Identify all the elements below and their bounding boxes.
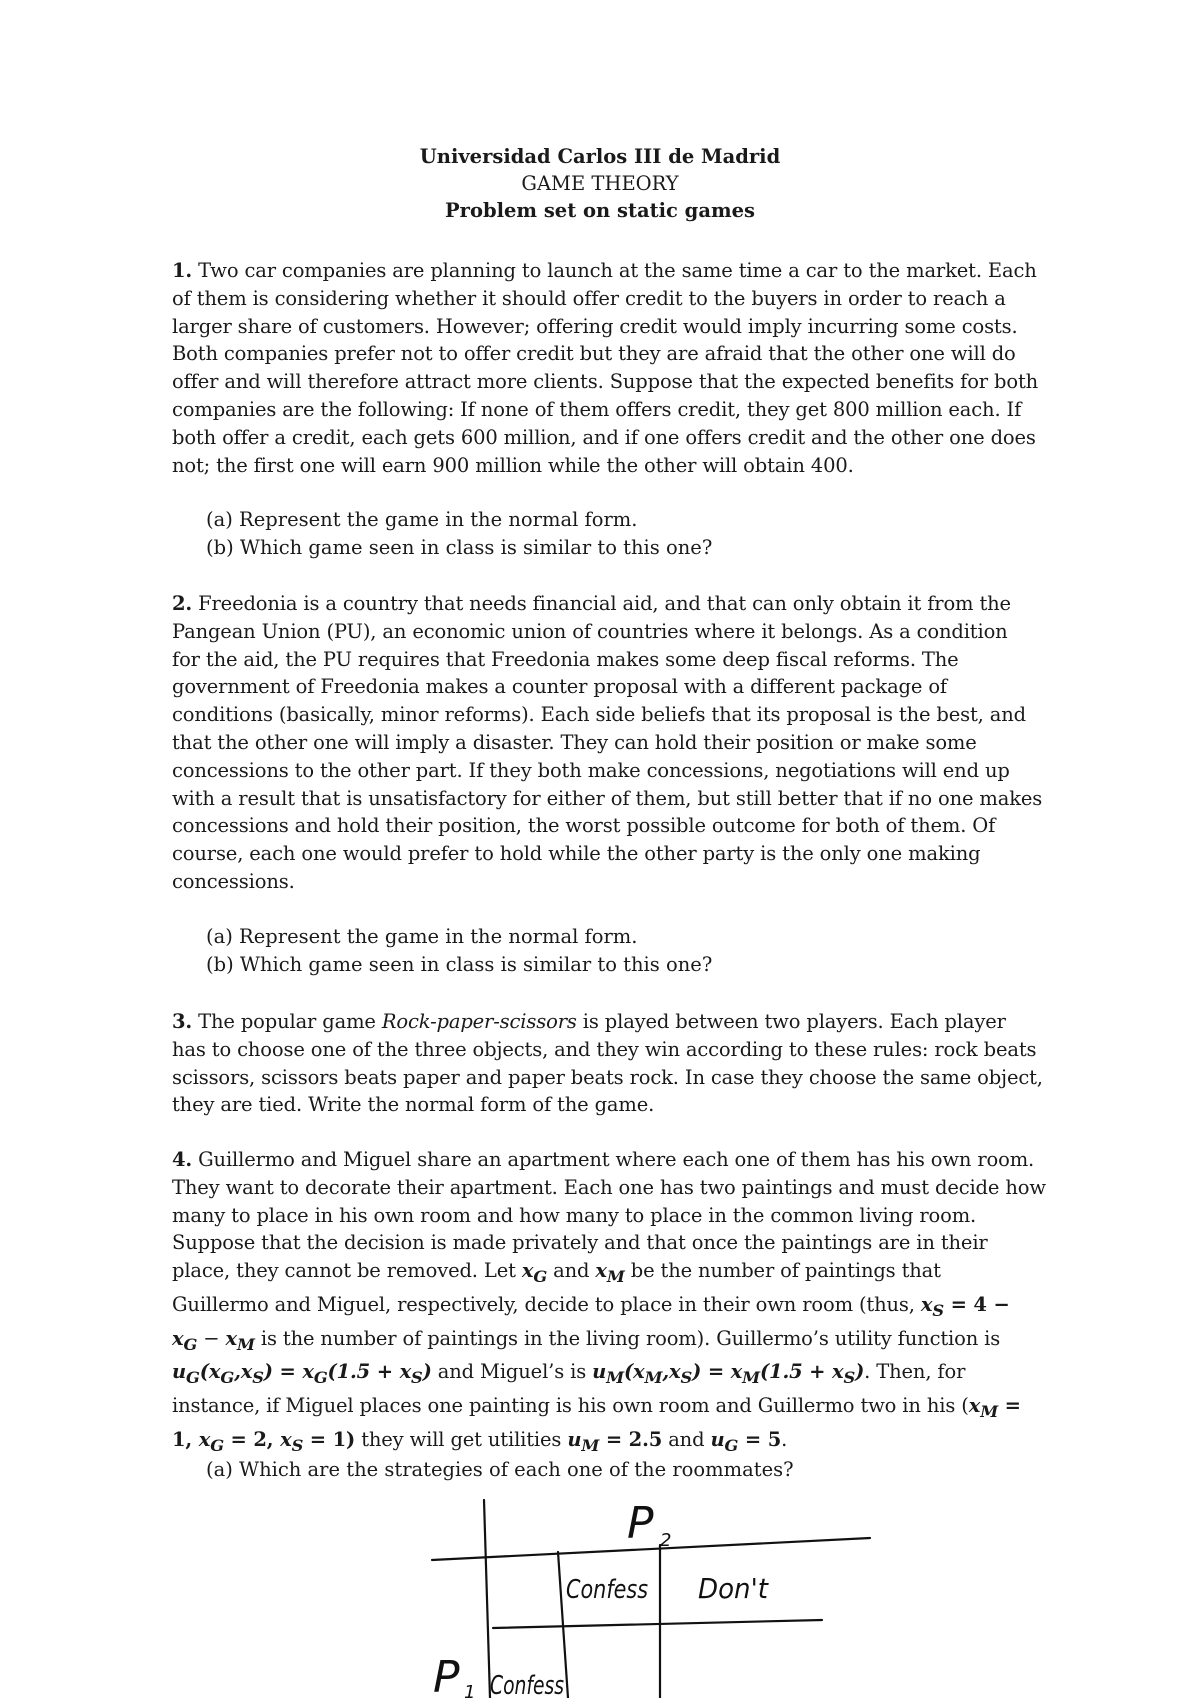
problem-4-line: 4. Guillermo and Miguel share an apartment where each one of them has his own room. (172, 1148, 1035, 1171)
sketch-horizontal-line-row (493, 1620, 822, 1628)
problem-2-line: Pangean Union (PU), an economic union of countries where it belongs. As a condition (172, 619, 1008, 643)
problem-2-line: government of Freedonia makes a counter proposal with a different package of (172, 675, 947, 699)
problem-1-line: larger share of customers. However; offering credit would imply incurring some costs. (172, 314, 1018, 338)
sketch-column-dont: Don't (698, 1572, 769, 1605)
problem-1-line: not; the first one will earn 900 million while the other will obtain 400. (172, 453, 854, 477)
sketch-row-confess: Confess (490, 1671, 564, 1698)
problem-4-line: place, they cannot be removed. Let $x_G$ and $x_M$ be the number of paintings that (172, 1259, 941, 1287)
problem-2-line: course, each one would prefer to hold while the other party is the only one making (172, 842, 981, 866)
problem-3-line: 3. The popular game Rock-paper-scissors is played between two players. Each player (172, 1010, 1006, 1033)
problem-1-question-b: (b) Which game seen in class is similar to this one? (206, 536, 713, 559)
problem-1-number: 1. (172, 259, 193, 282)
problem-1-line: offer and will therefore attract more clients. Suppose that the expected benefits for both (172, 370, 1039, 394)
problem-2-number: 2. (172, 592, 193, 615)
problem-3-line: they are tied. Write the normal form of the game. (172, 1093, 655, 1117)
problem-2-question-b: (b) Which game seen in class is similar to this one? (206, 953, 713, 976)
sketch-column-confess: Confess (566, 1575, 648, 1605)
course-title: GAME THEORY (521, 172, 679, 195)
problem-3-number: 3. (172, 1010, 193, 1033)
problem-1-question-a: (a) Represent the game in the normal form. (206, 508, 638, 531)
problem-3-line: scissors, scissors beats paper and paper beats rock. In case they choose the same object, (172, 1065, 1043, 1089)
university-name: Universidad Carlos III de Madrid (419, 145, 781, 168)
problem-1-line: Both companies prefer not to offer credit but they are afraid that the other one will do (172, 342, 1016, 366)
problem-4-line: $x_G - x_M$ is the number of paintings in the living room). Guillermo’s utility function is (172, 1326, 1001, 1354)
problem-4-utility-line: $u_G(x_G,x_S) = x_G(1.5 + x_S)$ and Miguel’s is $u_M(x_M,x_S) = x_M(1.5 + x_S)$. Then, for (172, 1360, 966, 1388)
sketch-player1-subscript: 1 (464, 1682, 476, 1698)
problem-2-line: 2. Freedonia is a country that needs financial aid, and that can only obtain it from the (172, 592, 1011, 615)
problem-2-line: for the aid, the PU requires that Freedonia makes some deep fiscal reforms. The (172, 647, 959, 671)
problem-1-line: 1. Two car companies are planning to launch at the same time a car to the market. Each (172, 259, 1037, 282)
problem-4-question-a: (a) Which are the strategies of each one of the roommates? (206, 1458, 794, 1481)
sketch-player2-label: P (627, 1498, 654, 1549)
problem-3-line: has to choose one of the three objects, and they win according to these rules: rock beats (172, 1037, 1037, 1061)
problem-4-line: Guillermo and Miguel, respectively, decide to place in their own room (thus, $x_S = 4$ − (172, 1292, 1010, 1320)
problem-2-line: that the other one will imply a disaster. They can hold their position or make some (172, 730, 977, 754)
sketch-player1-label: P (433, 1652, 460, 1698)
problem-4-line: instance, if Miguel places one painting is his own room and Guillermo two in his ($x_M$ = (172, 1393, 1021, 1421)
problem-4-line: They want to decorate their apartment. Each one has two paintings and must decide how (172, 1175, 1046, 1199)
sketch-vertical-line-left (484, 1500, 490, 1698)
problem-4-line: Suppose that the decision is made privately and that once the paintings are in their (172, 1231, 988, 1255)
problem-set-title: Problem set on static games (445, 199, 755, 222)
problem-1-line: both offer a credit, each gets 600 million, and if one offers credit and the other one does (172, 425, 1036, 449)
problem-2-line: conditions (basically, minor reforms). Each side beliefs that its proposal is the best, and (172, 703, 1026, 727)
problem-1-line: companies are the following: If none of them offers credit, they get 800 million each. If (172, 397, 1022, 421)
problem-2-question-a: (a) Represent the game in the normal form. (206, 925, 638, 948)
problem-4-number: 4. (172, 1148, 193, 1171)
sketch-player2-subscript: 2 (660, 1530, 672, 1551)
problem-4-line: many to place in his own room and how many to place in the common living room. (172, 1203, 977, 1227)
problem-2-line: concessions to the other part. If they both make concessions, negotiations will end up (172, 758, 1010, 782)
game-name: Rock-paper-scissors (381, 1010, 577, 1033)
problem-2-line: concessions and hold their position, the worst possible outcome for both of them. Of (172, 814, 996, 838)
problem-2-line: with a result that is unsatisfactory for either of them, but still better that if no one makes (172, 786, 1043, 810)
problem-4-line: 1, $x_G = 2$, $x_S = 1$) they will get utilities $u_M = 2.5$ and $u_G = 5$. (172, 1427, 788, 1455)
problem-1-line: of them is considering whether it should offer credit to the buyers in order to reach a (172, 286, 1006, 310)
problem-2-line: concessions. (172, 869, 295, 893)
